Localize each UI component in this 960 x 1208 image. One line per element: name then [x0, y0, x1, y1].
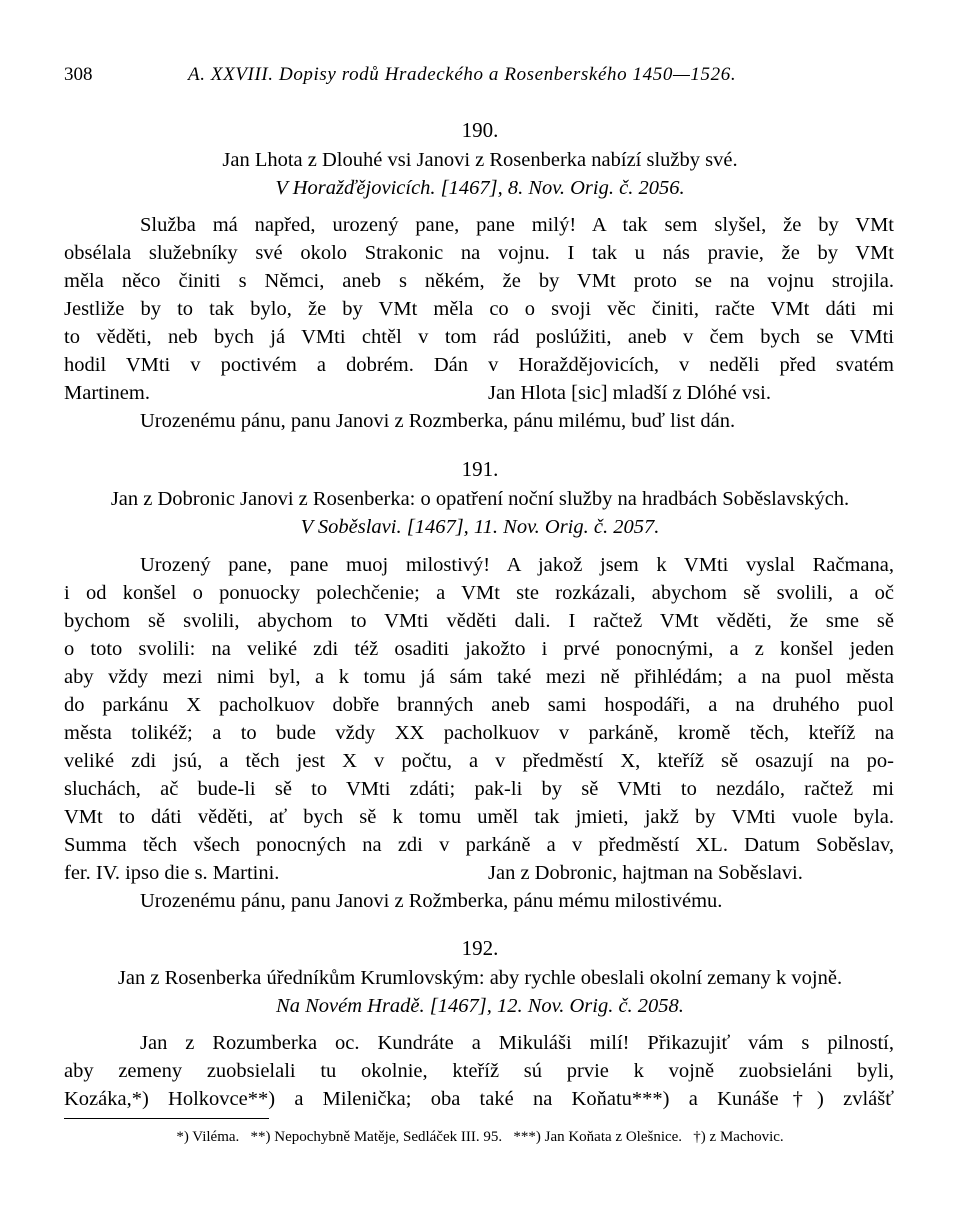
running-title: A. XXVIII. Dopisy rodů Hradeckého a Rosenberského 1450—1526.: [188, 64, 737, 85]
letter-number: 192.: [461, 936, 499, 960]
text-line: Jestliže by to tak bylo, že by VMt měla co o svoji věc činiti, račte VMt dáti mi: [64, 298, 894, 320]
text-line: obsélala služebníky své okolo Strakonic na vojnu. I tak u nás pravie, že by VMt: [64, 242, 894, 264]
text-line: do parkánu X pacholkuov dobře branných aneb sami hospodáři, a na druhého puol: [64, 694, 894, 716]
closing-date: Martinem.: [64, 382, 150, 404]
text-line: Urozený pane, pane muoj milostivý! A jakož jsem k VMti vyslal Račmana,: [140, 554, 894, 576]
text-line: hodil VMti v poctivém a dobrém. Dán v Horaždějovicích, v neděli před svatém: [64, 354, 894, 376]
text-line: i od konšel o ponuocky polechčenie; a VMt ste rozkázali, abychom sě svolili, a oč: [64, 582, 894, 604]
letter-place-date: V Soběslavi. [1467], 11. Nov. Orig. č. 2057.: [300, 516, 660, 538]
letter-summary: Jan z Dobronic Janovi z Rosenberka: o opatření noční služby na hradbách Soběslavských.: [110, 488, 850, 510]
letter-place-date: Na Novém Hradě. [1467], 12. Nov. Orig. č. 2058.: [276, 995, 684, 1017]
text-line: Summa těch všech ponocných na zdi v parkáně a v předměstí XL. Datum Soběslav,: [64, 834, 894, 856]
footnote-divider: [64, 1118, 269, 1119]
footnote: *) Viléma. **) Nepochybně Matěje, Sedláček III. 95. ***) Jan Koňata z Olešnice. †) z Machovic.: [176, 1129, 784, 1145]
letter-summary: Jan Lhota z Dlouhé vsi Janovi z Rosenberka nabízí služby své.: [222, 149, 738, 171]
letter-address: Urozenému pánu, panu Janovi z Rožmberka, pánu mému milostivému.: [140, 890, 723, 912]
text-line: Kozáka,*) Holkovce**) a Milenička; oba také na Koňatu***) a Kunáše†) zvlášť: [64, 1088, 894, 1110]
letter-summary: Jan z Rosenberka úředníkům Krumlovským: aby rychle obeslali okolní zemany k vojně.: [117, 967, 843, 989]
letter-number: 190.: [461, 118, 499, 142]
text-line: o toto svolili: na veliké zdi též osaditi jakožto i prvé ponocnými, a z konšel jeden: [64, 638, 894, 660]
text-line: veliké zdi jsú, a těch jest X v počtu, a v předměstí X, kteříž sě osazují na po-: [64, 750, 894, 772]
text-line: aby zemeny zuobsielali tu okolnie, kteříž sú prvie k vojně zuobsieláni byli,: [64, 1060, 894, 1082]
text-line: sluchách, ač bude-li sě to VMti zdáti; pak-li by sě VMti to nezdálo, račtež mi: [64, 778, 894, 800]
text-line: aby vždy mezi nimi byl, a k tomu já sám také mezi ně přihlédám; a na puol města: [64, 666, 894, 688]
text-line: města tolikéž; a to bude vždy XX pacholkuov v parkáně, kromě těch, kteříž na: [64, 722, 894, 744]
signature: Jan z Dobronic, hajtman na Soběslavi.: [488, 862, 803, 884]
text-line: Jan z Rozumberka oc. Kundráte a Mikuláši milí! Přikazujiť vám s pilností,: [140, 1032, 894, 1054]
page-number: 308: [64, 64, 93, 85]
letter-number: 191.: [461, 457, 499, 481]
letter-place-date: V Horažďějovicích. [1467], 8. Nov. Orig. č. 2056.: [275, 177, 685, 199]
signature: Jan Hlota [sic] mladší z Dlóhé vsi.: [488, 382, 771, 404]
text-line: bychom sě svolili, abychom to VMti věděti dali. I račtež VMt věděti, že sme sě: [64, 610, 894, 632]
text-line: VMt to dáti věděti, ať bych sě k tomu uměl tak jmieti, jakž by VMti vuole byla.: [64, 806, 894, 828]
text-line: to věděti, neb bych já VMti chtěl v tom rád poslúžiti, aneb v čem bych se VMti: [64, 326, 894, 348]
text-line: Služba má napřed, urozený pane, pane milý! A tak sem slyšel, že by VMt: [140, 214, 894, 236]
closing-date: fer. IV. ipso die s. Martini.: [64, 862, 280, 884]
letter-address: Urozenému pánu, panu Janovi z Rozmberka, pánu milému, buď list dán.: [140, 410, 736, 432]
text-line: měla něco činiti s Němci, aneb s někém, že by VMt proto se na vojnu strojila.: [64, 270, 894, 292]
